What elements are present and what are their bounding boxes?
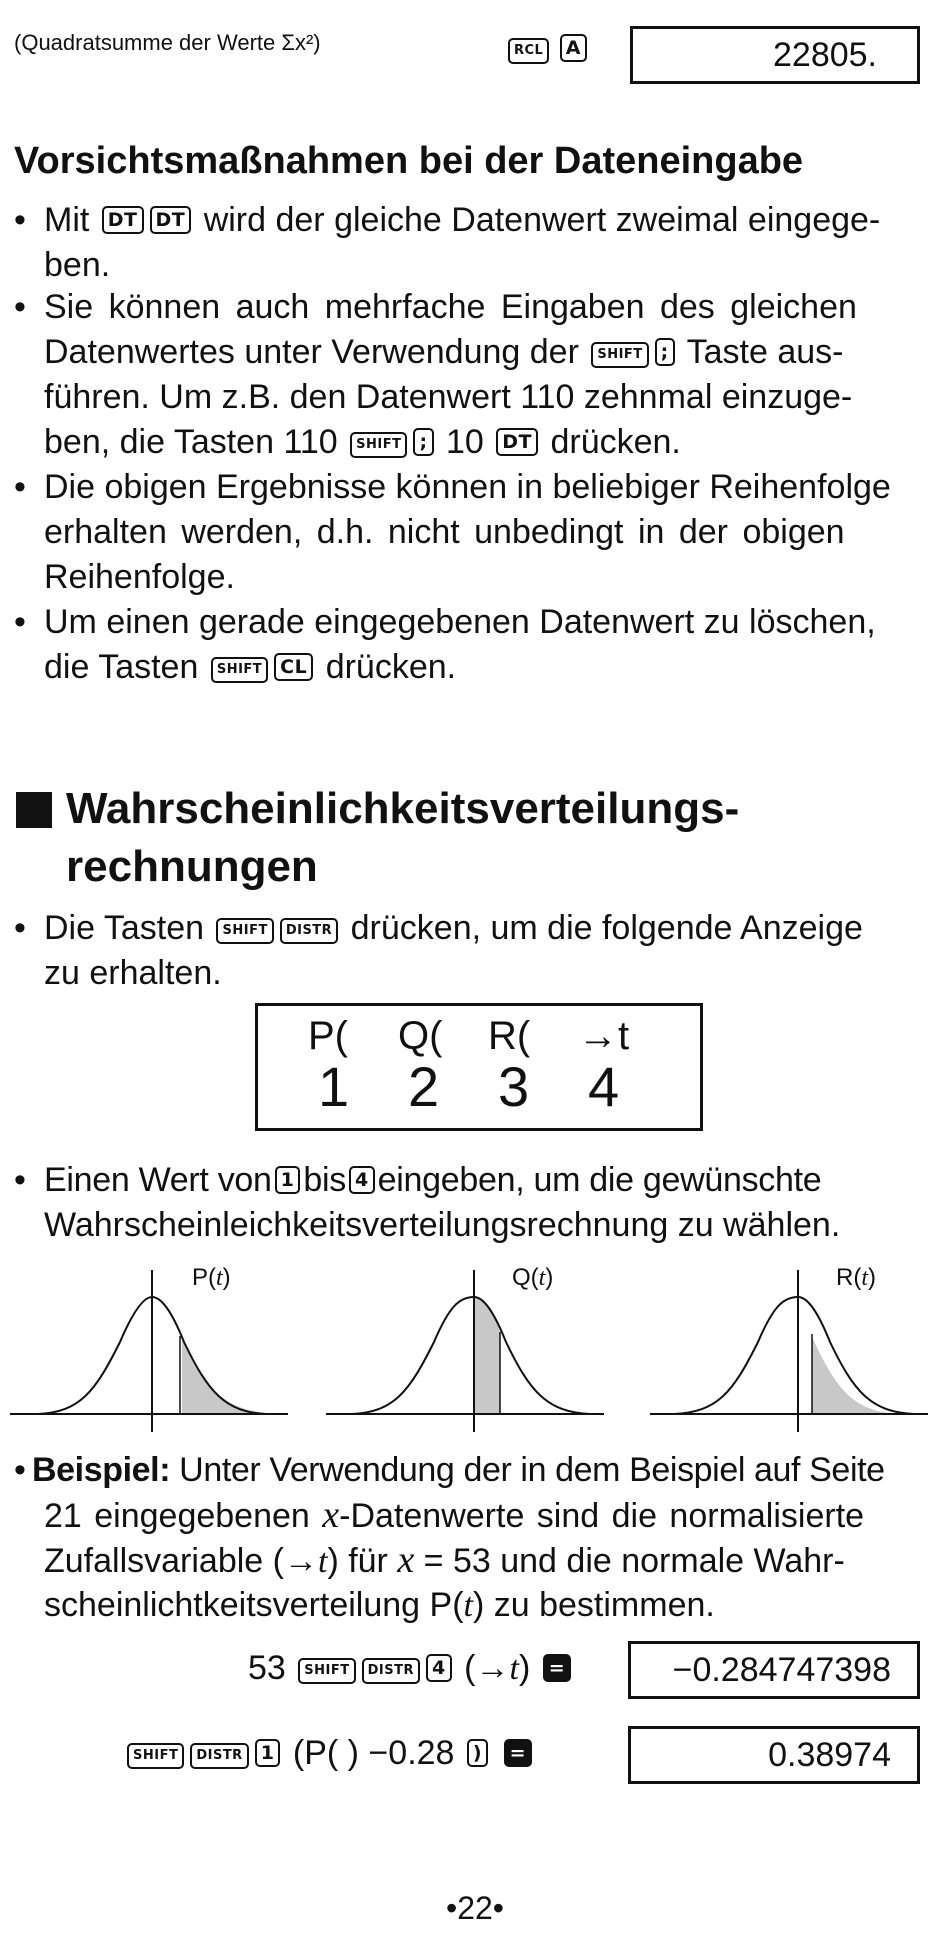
dt-key[interactable]: DT [102,206,144,234]
section-square-icon [16,792,52,828]
r-curve [650,1270,928,1432]
distr-key[interactable]: DISTR [362,1658,420,1684]
equals-key[interactable]: = [543,1654,571,1682]
example-keystrokes-2: SHIFT DISTR 1 (P( ) −0.28 ) = [124,1731,535,1776]
caution-bullet-2-line2: Datenwertes unter Verwendung der SHIFT ; Taste aus- [44,333,844,371]
shift-key[interactable]: SHIFT [298,1658,355,1684]
caution-bullet-4-line1: Um einen gerade eingegebenen Datenwert zu löschen, [44,603,876,641]
distr-key[interactable]: DISTR [280,918,338,944]
sum-squares-label: (Quadratsumme der Werte Σx²) [14,30,321,55]
distr-bullet-2-line1: Einen Wert von 1 bis 4 eingeben, um die gewünschte [44,1161,822,1199]
caution-bullet-2-line1: Sie können auch mehrfache Eingaben des gleichen [44,288,857,326]
four-key[interactable]: 4 [349,1166,375,1194]
dt-key[interactable]: DT [150,206,192,234]
bullet-marker: • [14,288,26,326]
bullet-marker: • [14,603,26,641]
result-display-1: −0.284747398 [628,1641,920,1699]
caution-bullet-3-line3: Reihenfolge. [44,558,235,596]
shift-key[interactable]: SHIFT [350,432,407,458]
example-line2: 21 eingegebenen x-Datenwerte sind die normalisierte [44,1494,865,1536]
menu-3: 3 [498,1055,530,1118]
menu-1: 1 [318,1055,350,1118]
shift-key[interactable]: SHIFT [127,1743,184,1769]
one-key[interactable]: 1 [255,1739,281,1767]
example-line4: scheinlichtkeitsverteilung P(t) zu bestimmen. [44,1586,715,1624]
a-key[interactable]: A [560,34,587,62]
bullet-marker: • [14,1451,26,1489]
semicolon-key[interactable]: ; [655,338,675,366]
menu-p: P( [308,1014,348,1058]
caution-bullet-2-line3: führen. Um z.B. den Datenwert 110 zehnmal einzuge- [44,378,853,416]
bullet-marker: • [14,1161,26,1199]
shift-key[interactable]: SHIFT [216,918,273,944]
p-curve [10,1270,288,1432]
result-display-2: 0.38974 [628,1726,920,1784]
caution-bullet-1: Mit DT DT wird der gleiche Datenwert zweimal eingege- [44,201,881,239]
q-curve [326,1270,604,1432]
shift-key[interactable]: SHIFT [211,657,268,683]
bullet-marker: • [14,468,26,506]
close-paren-key[interactable]: ) [467,1739,488,1767]
r-curve-label: R(t) [836,1264,876,1291]
example-line1: Beispiel: Unter Verwendung der in dem Beispiel auf Seite [32,1451,885,1489]
cl-key[interactable]: CL [274,653,313,681]
top-keys [505,34,590,64]
caution-bullet-3-line2: erhalten werden, d.h. nicht unbedingt in der obigen [44,513,845,551]
menu-q: Q( [398,1014,443,1058]
caution-bullet-2-line4: ben, die Tasten 110 SHIFT ; 10 DT drücken. [44,423,681,461]
example-line3: Zufallsvariable (→t) für x = 53 und die normale Wahr- [44,1539,845,1581]
distr-bullet-2-line2: Wahrscheinleichkeitsverteilungsrechnung zu wählen. [44,1206,841,1244]
semicolon-key[interactable]: ; [413,428,433,456]
menu-r: R( [488,1014,531,1058]
caution-bullet-4-line2: die Tasten SHIFT CL drücken. [44,648,457,686]
caution-heading: Vorsichtsmaßnahmen bei der Dateneingabe [14,140,804,182]
menu-2: 2 [408,1055,440,1118]
caution-bullet-1-line2: ben. [44,246,111,284]
distribution-curves [0,1262,950,1432]
four-key[interactable]: 4 [426,1654,452,1682]
result-display-top: 22805. [630,26,920,84]
one-key[interactable]: 1 [275,1166,301,1194]
p-curve-label: P(t) [192,1264,231,1291]
section-title: Wahrscheinlichkeitsverteilungs- rechnungen [66,784,740,891]
distr-key[interactable]: DISTR [190,1743,248,1769]
menu-t: →t [578,1014,630,1058]
distr-bullet-1-line1: Die Tasten SHIFT DISTR drücken, um die folgende Anzeige [44,909,863,947]
q-curve-label: Q(t) [512,1264,554,1291]
page-number: •22• [446,1890,504,1926]
caution-bullet-3-line1: Die obigen Ergebnisse können in beliebiger Reihenfolge [44,468,891,506]
shift-key[interactable]: SHIFT [591,342,648,368]
example-keystrokes-1: 53 SHIFT DISTR 4 (→t) = [248,1646,574,1691]
distribution-menu-display [255,1003,703,1131]
bullet-marker: • [14,201,26,239]
distr-bullet-1-line2: zu erhalten. [44,954,222,992]
equals-key[interactable]: = [504,1739,532,1767]
bullet-marker: • [14,909,26,947]
menu-4: 4 [588,1055,620,1118]
dt-key[interactable]: DT [496,428,538,456]
rcl-key[interactable]: RCL [508,38,549,64]
